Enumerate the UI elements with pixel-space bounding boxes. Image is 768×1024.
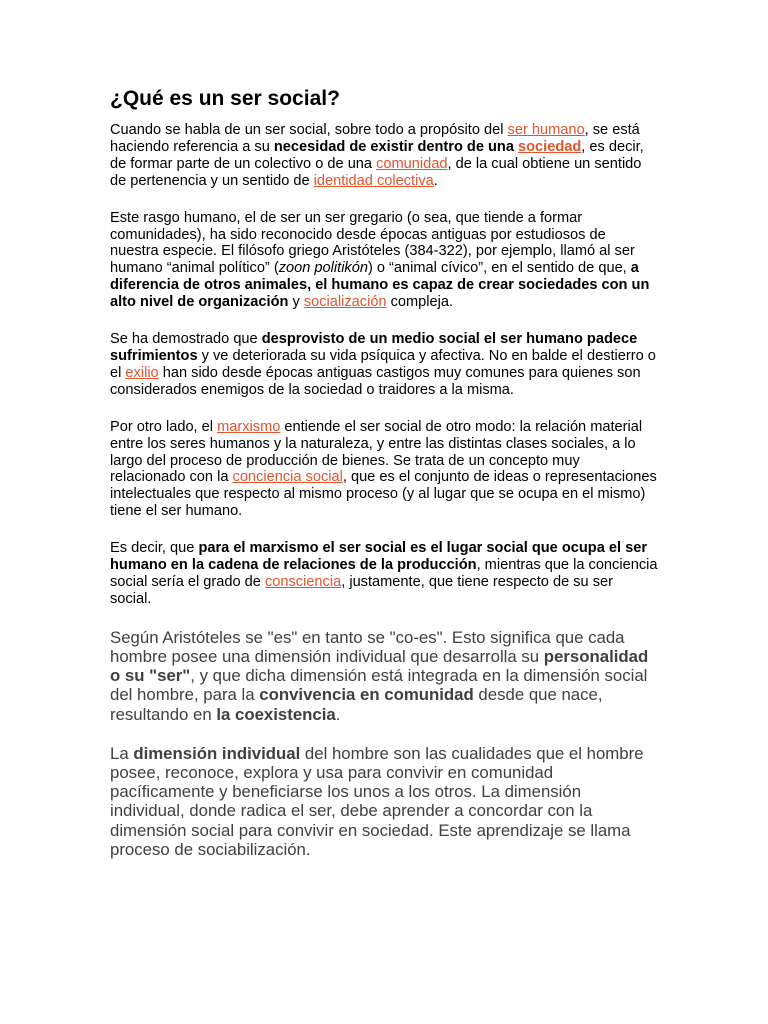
text: Se ha demostrado que [110,331,262,348]
bold-text: la coexistencia [216,704,336,724]
link-comunidad[interactable]: comunidad [376,155,448,172]
text: del hombre son las cualidades que el hombre posee, reconoce, explora y usa para convivir en comunidad pacíficamente y beneficiarse los unos a los otros. La dimensión individual, donde radica el ser, debe aprender a concordar con la dimensión social para convivir en sociedad. Este aprendizaje se llama proceso de sociabilización. [110,743,644,859]
bold-text: necesidad de existir dentro de una [273,138,519,155]
text: , justamente, que tiene respecto de su ser social. [110,573,613,607]
text: entiende el ser social de otro modo: la relación material entre los seres humanos y la naturaleza, y entre las distintas clases sociales, a lo largo del proceso de producción de bienes. Se trata de un concepto muy relacionado con la [110,418,643,486]
text: ) o “animal cívico”, en el sentido de que, [367,260,631,277]
text: han sido desde épocas antiguas castigos muy comunes para quienes son considerados enemigos de la sociedad o traidores a la misma. [110,364,641,398]
text: . [433,172,438,189]
text: , y que dicha dimensión está integrada en la dimensión social del hombre, para la [110,666,648,705]
link-ser-humano[interactable]: ser humano [507,122,585,138]
text: Por otro lado, el [110,418,218,435]
link-exilio[interactable]: exilio [125,364,159,381]
bold-text: personalidad o su "ser" [110,646,649,686]
text: Cuando se habla de un ser social, sobre todo a propósito del [110,122,508,138]
bold-text: a diferencia de otros animales, el humano es capaz de crear sociedades con un alto nivel de organización [110,260,650,311]
link-socializacion[interactable]: socialización [303,294,387,311]
italic-text: zoon politikón [278,260,368,277]
page-title: ¿Qué es un ser social? [110,87,340,110]
bold-text: desprovisto de un medio social el ser humano padece sufrimientos [110,331,638,364]
text: . [335,704,341,724]
text: , se está haciendo referencia a su [110,122,640,155]
paragraph-4 [110,419,658,520]
bold-text: para el marxismo el ser social es el lugar social que ocupa el ser humano en la cadena de relaciones de la producción [110,540,648,574]
text: , es decir, de formar parte de un colectivo o de una [110,138,644,172]
text: , mientras que la conciencia social sería el grado de [110,557,658,590]
document-page [110,86,658,879]
text: compleja. [386,294,454,311]
link-identidad-colectiva[interactable]: identidad colectiva [313,172,434,189]
link-sociedad[interactable]: sociedad [518,138,582,155]
text: y [288,294,304,311]
link-consciencia[interactable]: consciencia [264,573,342,590]
text: desde que nace, resultando en [110,685,603,724]
bold-text: dimensión individual [133,743,301,763]
text: Este rasgo humano, el de ser un ser gregario (o sea, que tiende a formar comunidades), ha sido reconocido desde épocas antiguas por estudiosos de nuestra especie. El filósofo griego Aristóteles (384-322), por ejemplo, llamó al ser humano “animal político” ( [110,209,635,277]
text: , que es el conjunto de ideas o representaciones intelectuales que respecto al mismo proceso (y al lugar que se ocupa en el mismo) tiene el ser humano. [110,469,657,520]
text: , de la cual obtiene un sentido de pertenencia y un sentido de [110,155,642,189]
text: La [110,743,134,763]
bold-text: convivencia en comunidad [259,685,474,705]
paragraph-7 [110,744,658,859]
link-conciencia-social[interactable]: conciencia social [232,469,343,486]
text: y ve deteriorada su vida psíquica y afectiva. No en balde el destierro o el [110,347,656,381]
link-marxismo[interactable]: marxismo [217,418,281,435]
paragraph-1 [110,122,658,190]
text: Según Aristóteles se "es" en tanto se "co-es". Esto significa que cada hombre posee una dimensión individual que desarrolla su [110,627,625,666]
paragraph-5 [110,540,658,608]
text: Es decir, que [110,540,199,557]
paragraph-3 [110,331,658,399]
paragraph-6 [110,628,658,724]
paragraph-2 [110,210,658,311]
